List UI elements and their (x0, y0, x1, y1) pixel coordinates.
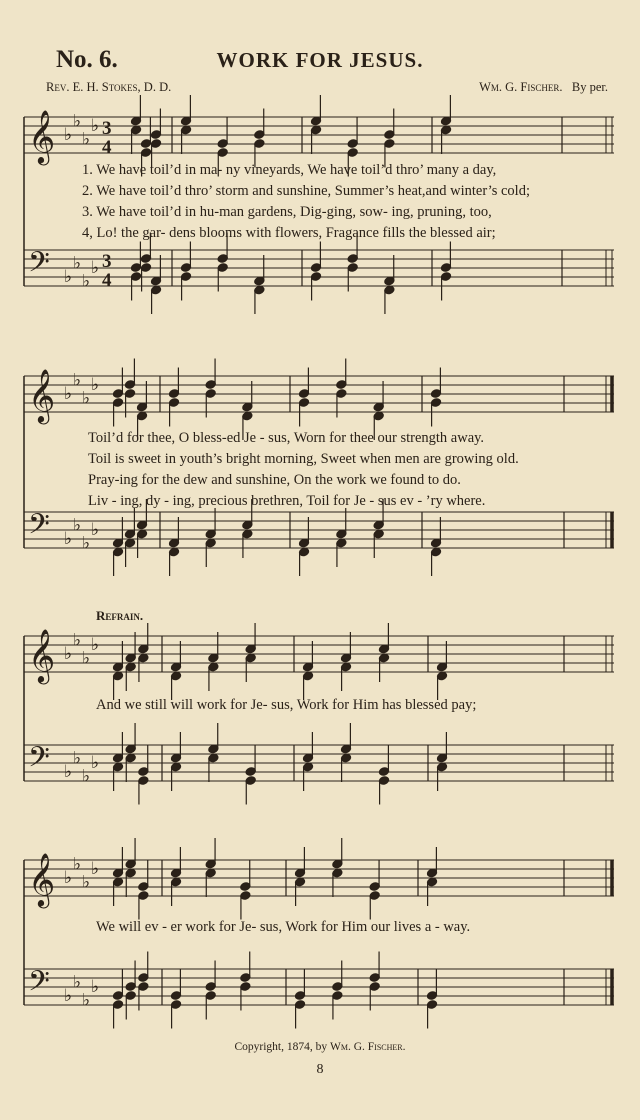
treble-clef: 𝄞 (28, 109, 56, 163)
flat-sign: ♭ (64, 384, 73, 404)
flat-sign: ♭ (91, 520, 100, 540)
refrain-line-1: And we still will work for Je- sus, Work for Him has blessed pay; (96, 697, 477, 713)
flat-sign: ♭ (82, 129, 91, 150)
verse-2-line-1: 2. We have toil’d thro’ storm and sunshine, Summer’s heat,and winter’s cold; (82, 183, 530, 199)
composer-note: By per. (571, 80, 608, 94)
flat-sign: ♭ (91, 375, 100, 395)
flat-sign: ♭ (64, 267, 73, 287)
flat-sign: ♭ (82, 271, 91, 292)
flat-sign: ♭ (64, 986, 73, 1006)
flat-sign: ♭ (82, 766, 91, 787)
flat-sign: ♭ (82, 533, 91, 554)
hymn-number: No. 6. (56, 46, 118, 73)
hymn-title: WORK FOR JESUS. (216, 48, 424, 72)
flat-sign: ♭ (73, 515, 82, 536)
flat-sign: ♭ (82, 648, 91, 669)
flat-sign: ♭ (64, 644, 73, 664)
verse-1-line-2: Toil’d for thee, O bless-ed Je - sus, Worn for thee our strength away. (88, 430, 485, 446)
time-signature-top: 3 (102, 251, 112, 272)
flat-sign: ♭ (73, 111, 82, 132)
flat-sign: ♭ (73, 630, 82, 651)
flat-sign: ♭ (91, 753, 100, 773)
time-signature-bottom: 4 (102, 137, 112, 158)
verse-4-line-1: 4, Lo! the gar- dens blooms with flowers, Fragance fills the blessed air; (82, 225, 496, 241)
time-signature-bottom: 4 (102, 270, 112, 291)
flat-sign: ♭ (82, 872, 91, 893)
verse-2-line-2: Toil is sweet in youth’s bright morning, Sweet when men are growing old. (88, 451, 519, 467)
composer-name: Wm. G. Fischer. (479, 80, 563, 94)
flat-sign: ♭ (64, 125, 73, 145)
bass-clef: 𝄢 (28, 246, 50, 286)
bass-clef: 𝄢 (28, 508, 50, 548)
flat-sign: ♭ (82, 990, 91, 1011)
verse-3-line-2: Pray-ing for the dew and sunshine, On the work we found to do. (88, 472, 461, 488)
refrain-label: Refrain. (96, 608, 144, 623)
treble-clef: 𝄞 (28, 368, 56, 422)
verse-4-line-2: Liv - ing, dy - ing, precious brethren, Toil for Je - sus ev - ’ry where. (88, 493, 486, 509)
copyright-name: Wm. G. Fischer. (330, 1041, 406, 1053)
treble-clef: 𝄞 (28, 852, 56, 906)
flat-sign: ♭ (91, 258, 100, 278)
refrain-line-2: We will ev - er work for Je- sus, Work for Him our lives a - way. (96, 919, 471, 935)
flat-sign: ♭ (64, 529, 73, 549)
copyright-line (0, 1041, 640, 1053)
flat-sign: ♭ (73, 854, 82, 875)
flat-sign: ♭ (64, 868, 73, 888)
flat-sign: ♭ (82, 388, 91, 409)
flat-sign: ♭ (91, 977, 100, 997)
bass-clef: 𝄢 (28, 965, 50, 1005)
verse-3-line-1: 3. We have toil’d in hu-man gardens, Dig-ging, sow- ing, pruning, too, (82, 204, 492, 220)
verse-1-line-1: 1. We have toil’d in ma- ny vineyards, We have toil’d thro’ many a day, (82, 162, 497, 178)
copyright-prefix: Copyright, 1874, by (234, 1041, 328, 1053)
flat-sign: ♭ (73, 972, 82, 993)
flat-sign: ♭ (91, 635, 100, 655)
flat-sign: ♭ (91, 116, 100, 136)
treble-clef: 𝄞 (28, 628, 56, 682)
flat-sign: ♭ (64, 762, 73, 782)
time-signature-top: 3 (102, 118, 112, 139)
bass-clef: 𝄢 (28, 741, 50, 781)
author-credit: Rev. E. H. Stokes, D. D. (46, 80, 172, 94)
flat-sign: ♭ (73, 370, 82, 391)
page-number: 8 (316, 1062, 324, 1077)
flat-sign: ♭ (73, 253, 82, 274)
flat-sign: ♭ (73, 748, 82, 769)
flat-sign: ♭ (91, 859, 100, 879)
